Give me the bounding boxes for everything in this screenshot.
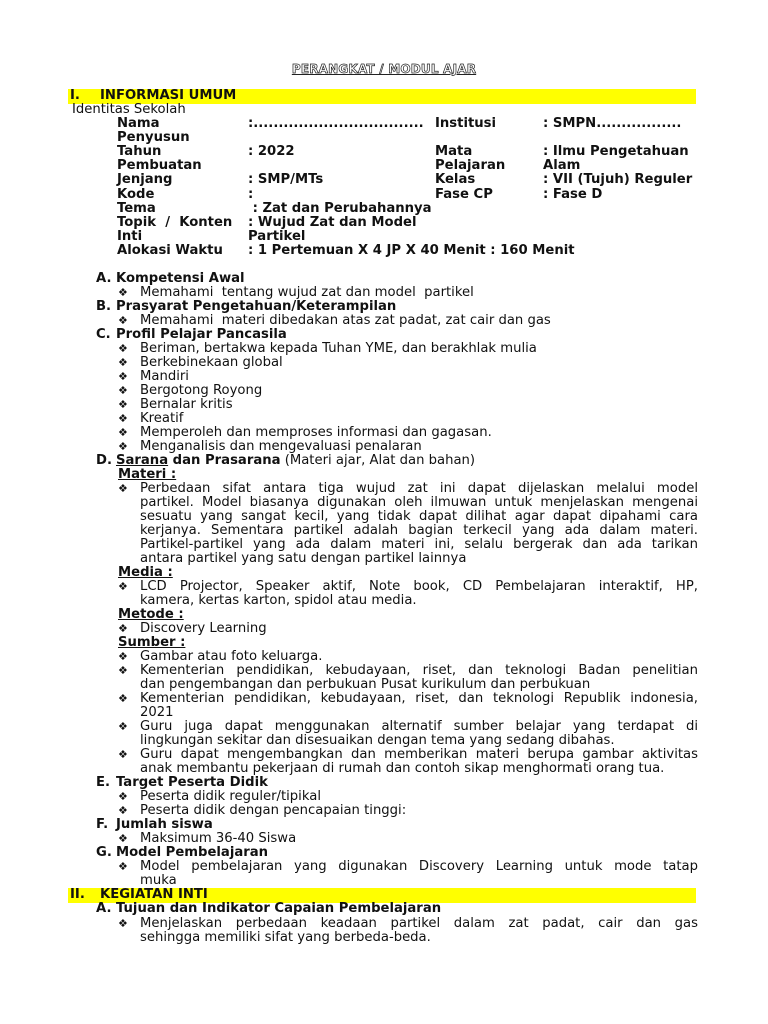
bullet-icon: ❖ [118, 356, 128, 369]
list-item: Memahami materi dibedakan atas zat padat, zat cair dan gas [140, 313, 551, 328]
label-mata: Mata [435, 144, 473, 159]
list-item-cont: 2021 [140, 705, 174, 720]
document-title: PERANGKAT / MODUL AJAR [291, 62, 477, 76]
section-number: II. [70, 887, 85, 902]
label-tema: Tema [117, 201, 156, 216]
value-nama-penyusun: :.................................. [248, 116, 424, 131]
section-letter: F. [96, 817, 109, 832]
materi-line: antara partikel yang satu dengan partikel lainnya [140, 551, 467, 566]
bullet-icon: ❖ [118, 790, 128, 803]
section-letter: G. [96, 845, 112, 860]
list-item: Gambar atau foto keluarga. [140, 649, 323, 664]
bullet-icon: ❖ [118, 692, 128, 705]
bullet-icon: ❖ [118, 384, 128, 397]
bullet-icon: ❖ [118, 482, 128, 495]
bullet-icon: ❖ [118, 412, 128, 425]
bullet-icon: ❖ [118, 804, 128, 817]
materi-line: partikel. Model biasanya digunakan oleh ilmuwan untuk menjelaskan mengenai [140, 495, 698, 510]
section-number: I. [70, 88, 80, 103]
list-item: Discovery Learning [140, 621, 267, 636]
bullet-icon: ❖ [118, 622, 128, 635]
materi-line: sesuatu yang sangat kecil, yang tidak dapat dilihat agar dapat dipahami cara [140, 509, 698, 524]
label-alokasi: Alokasi Waktu [117, 243, 223, 258]
list-item-cont: anak membantu pekerjaan di rumah dan contoh sikap menghormati orang tua. [140, 761, 665, 776]
value-tema: : Zat dan Perubahannya [248, 201, 432, 216]
section-label: INFORMASI UMUM [100, 88, 237, 103]
bullet-icon: ❖ [118, 748, 128, 761]
list-item: Bernalar kritis [140, 397, 233, 412]
list-item: Beriman, bertakwa kepada Tuhan YME, dan berakhlak mulia [140, 341, 537, 356]
materi-line: kerjanya. Sementara partikel adalah bagian terkecil yang ada dalam materi. [140, 523, 698, 538]
identitas-heading: Identitas Sekolah [72, 102, 186, 117]
section-letter: B. [96, 299, 112, 314]
section-letter: E. [96, 775, 111, 790]
materi-line: Perbedaan sifat antara tiga wujud zat ini dapat dijelaskan melalui model [140, 481, 698, 496]
label-nama: Nama [117, 116, 160, 131]
bullet-icon: ❖ [118, 440, 128, 453]
section-title: dan Prasarana [168, 453, 281, 468]
sumber-label: Sumber : [118, 635, 186, 650]
value-mapel-1: : Ilmu Pengetahuan [543, 144, 689, 159]
list-item-cont: sehingga memiliki sifat yang berbeda-beda. [140, 930, 431, 945]
bullet-icon: ❖ [118, 720, 128, 733]
label-kode: Kode [117, 187, 155, 202]
list-item-cont: lingkungan sekitar dan disesuaikan dengan tema yang sedang dibahas. [140, 733, 615, 748]
section-title: Model Pembelajaran [116, 845, 269, 860]
label-kelas: Kelas [435, 172, 476, 187]
section-letter: A. [96, 901, 112, 916]
list-item: Menganalisis dan mengevaluasi penalaran [140, 439, 422, 454]
list-item: Peserta didik dengan pencapaian tinggi: [140, 803, 407, 818]
label-penyusun: Penyusun [117, 130, 190, 145]
list-item: Memperoleh dan memproses informasi dan gagasan. [140, 425, 492, 440]
label-institusi: Institusi [435, 116, 497, 131]
label-topik: Topik / Konten [117, 215, 233, 230]
section-letter: C. [96, 327, 111, 342]
list-item: Menjelaskan perbedaan keadaan partikel dalam zat padat, cair dan gas [140, 916, 698, 931]
media-label: Media : [118, 565, 173, 580]
bullet-icon: ❖ [118, 370, 128, 383]
section-letter: A. [96, 271, 112, 286]
label-inti: Inti [117, 229, 143, 244]
section-title: Prasyarat Pengetahuan/Keterampilan [116, 299, 397, 314]
bullet-icon: ❖ [118, 286, 128, 299]
value-institusi: : SMPN................. [543, 116, 682, 131]
label-pelajaran: Pelajaran [435, 158, 506, 173]
list-item: Model pembelajaran yang digunakan Discovery Learning untuk mode tatap [140, 859, 698, 874]
list-item: Mandiri [140, 369, 189, 384]
section-label: KEGIATAN INTI [100, 887, 208, 902]
list-item: Peserta didik reguler/tipikal [140, 789, 321, 804]
bullet-icon: ❖ [118, 917, 128, 930]
value-kelas: : VII (Tujuh) Reguler [543, 172, 693, 187]
value-jenjang: : SMP/MTs [248, 172, 324, 187]
media-line: kamera, kertas karton, spidol atau media. [140, 593, 417, 608]
value-fase: : Fase D [543, 187, 603, 202]
list-item: Memahami tentang wujud zat dan model partikel [140, 285, 474, 300]
list-item: Bergotong Royong [140, 383, 263, 398]
value-topik-2: Partikel [248, 229, 306, 244]
materi-line: Partikel-partikel yang ada dalam materi ini, selalu bergerak dan ada tarikan [140, 537, 698, 552]
section-title: Tujuan dan Indikator Capaian Pembelajaran [116, 901, 442, 916]
bullet-icon: ❖ [118, 832, 128, 845]
list-item: Kreatif [140, 411, 184, 426]
list-item: Kementerian pendidikan, kebudayaan, riset, dan teknologi Republik indonesia, [140, 691, 698, 706]
value-mapel-2: Alam [543, 158, 581, 173]
list-item: Maksimum 36-40 Siswa [140, 831, 297, 846]
section-letter: D. [96, 453, 112, 468]
list-item: Kementerian pendidikan, kebudayaan, riset, dan teknologi Badan penelitian [140, 663, 698, 678]
section-title-underlined: Sarana [116, 453, 169, 468]
label-fase: Fase CP [435, 187, 493, 202]
section-2a-heading [96, 902, 441, 916]
section-title: Kompetensi Awal [116, 271, 245, 286]
bullet-icon: ❖ [118, 314, 128, 327]
section-note: (Materi ajar, Alat dan bahan) [280, 453, 476, 468]
list-item-cont: dan pengembangan dan perbukuan Pusat kurikulum dan perbukuan [140, 677, 591, 692]
value-alokasi: : 1 Pertemuan X 4 JP X 40 Menit : 160 Menit [248, 243, 575, 258]
section-title: Profil Pelajar Pancasila [116, 327, 287, 342]
value-topik-1: : Wujud Zat dan Model [248, 215, 417, 230]
list-item: Guru juga dapat menggunakan alternatif sumber belajar yang terdapat di [140, 719, 698, 734]
bullet-icon: ❖ [118, 650, 128, 663]
label-pembuatan: Pembuatan [117, 158, 202, 173]
media-line: LCD Projector, Speaker aktif, Note book, CD Pembelajaran interaktif, HP, [140, 579, 698, 594]
bullet-icon: ❖ [118, 398, 128, 411]
section-title: Target Peserta Didik [116, 775, 268, 790]
bullet-icon: ❖ [118, 860, 128, 873]
materi-label: Materi : [118, 467, 177, 482]
list-item: Guru dapat mengembangkan dan memberikan materi berupa gambar aktivitas [140, 747, 698, 762]
section-title: Jumlah siswa [116, 817, 213, 832]
label-jenjang: Jenjang [117, 172, 173, 187]
label-tahun: Tahun [117, 144, 162, 159]
value-tahun: : 2022 [248, 144, 295, 159]
bullet-icon: ❖ [118, 426, 128, 439]
metode-label: Metode : [118, 607, 184, 622]
list-item-cont: muka [140, 873, 177, 888]
value-kode: : [248, 187, 254, 202]
bullet-icon: ❖ [118, 664, 128, 677]
bullet-icon: ❖ [118, 342, 128, 355]
list-item: Berkebinekaan global [140, 355, 283, 370]
bullet-icon: ❖ [118, 580, 128, 593]
